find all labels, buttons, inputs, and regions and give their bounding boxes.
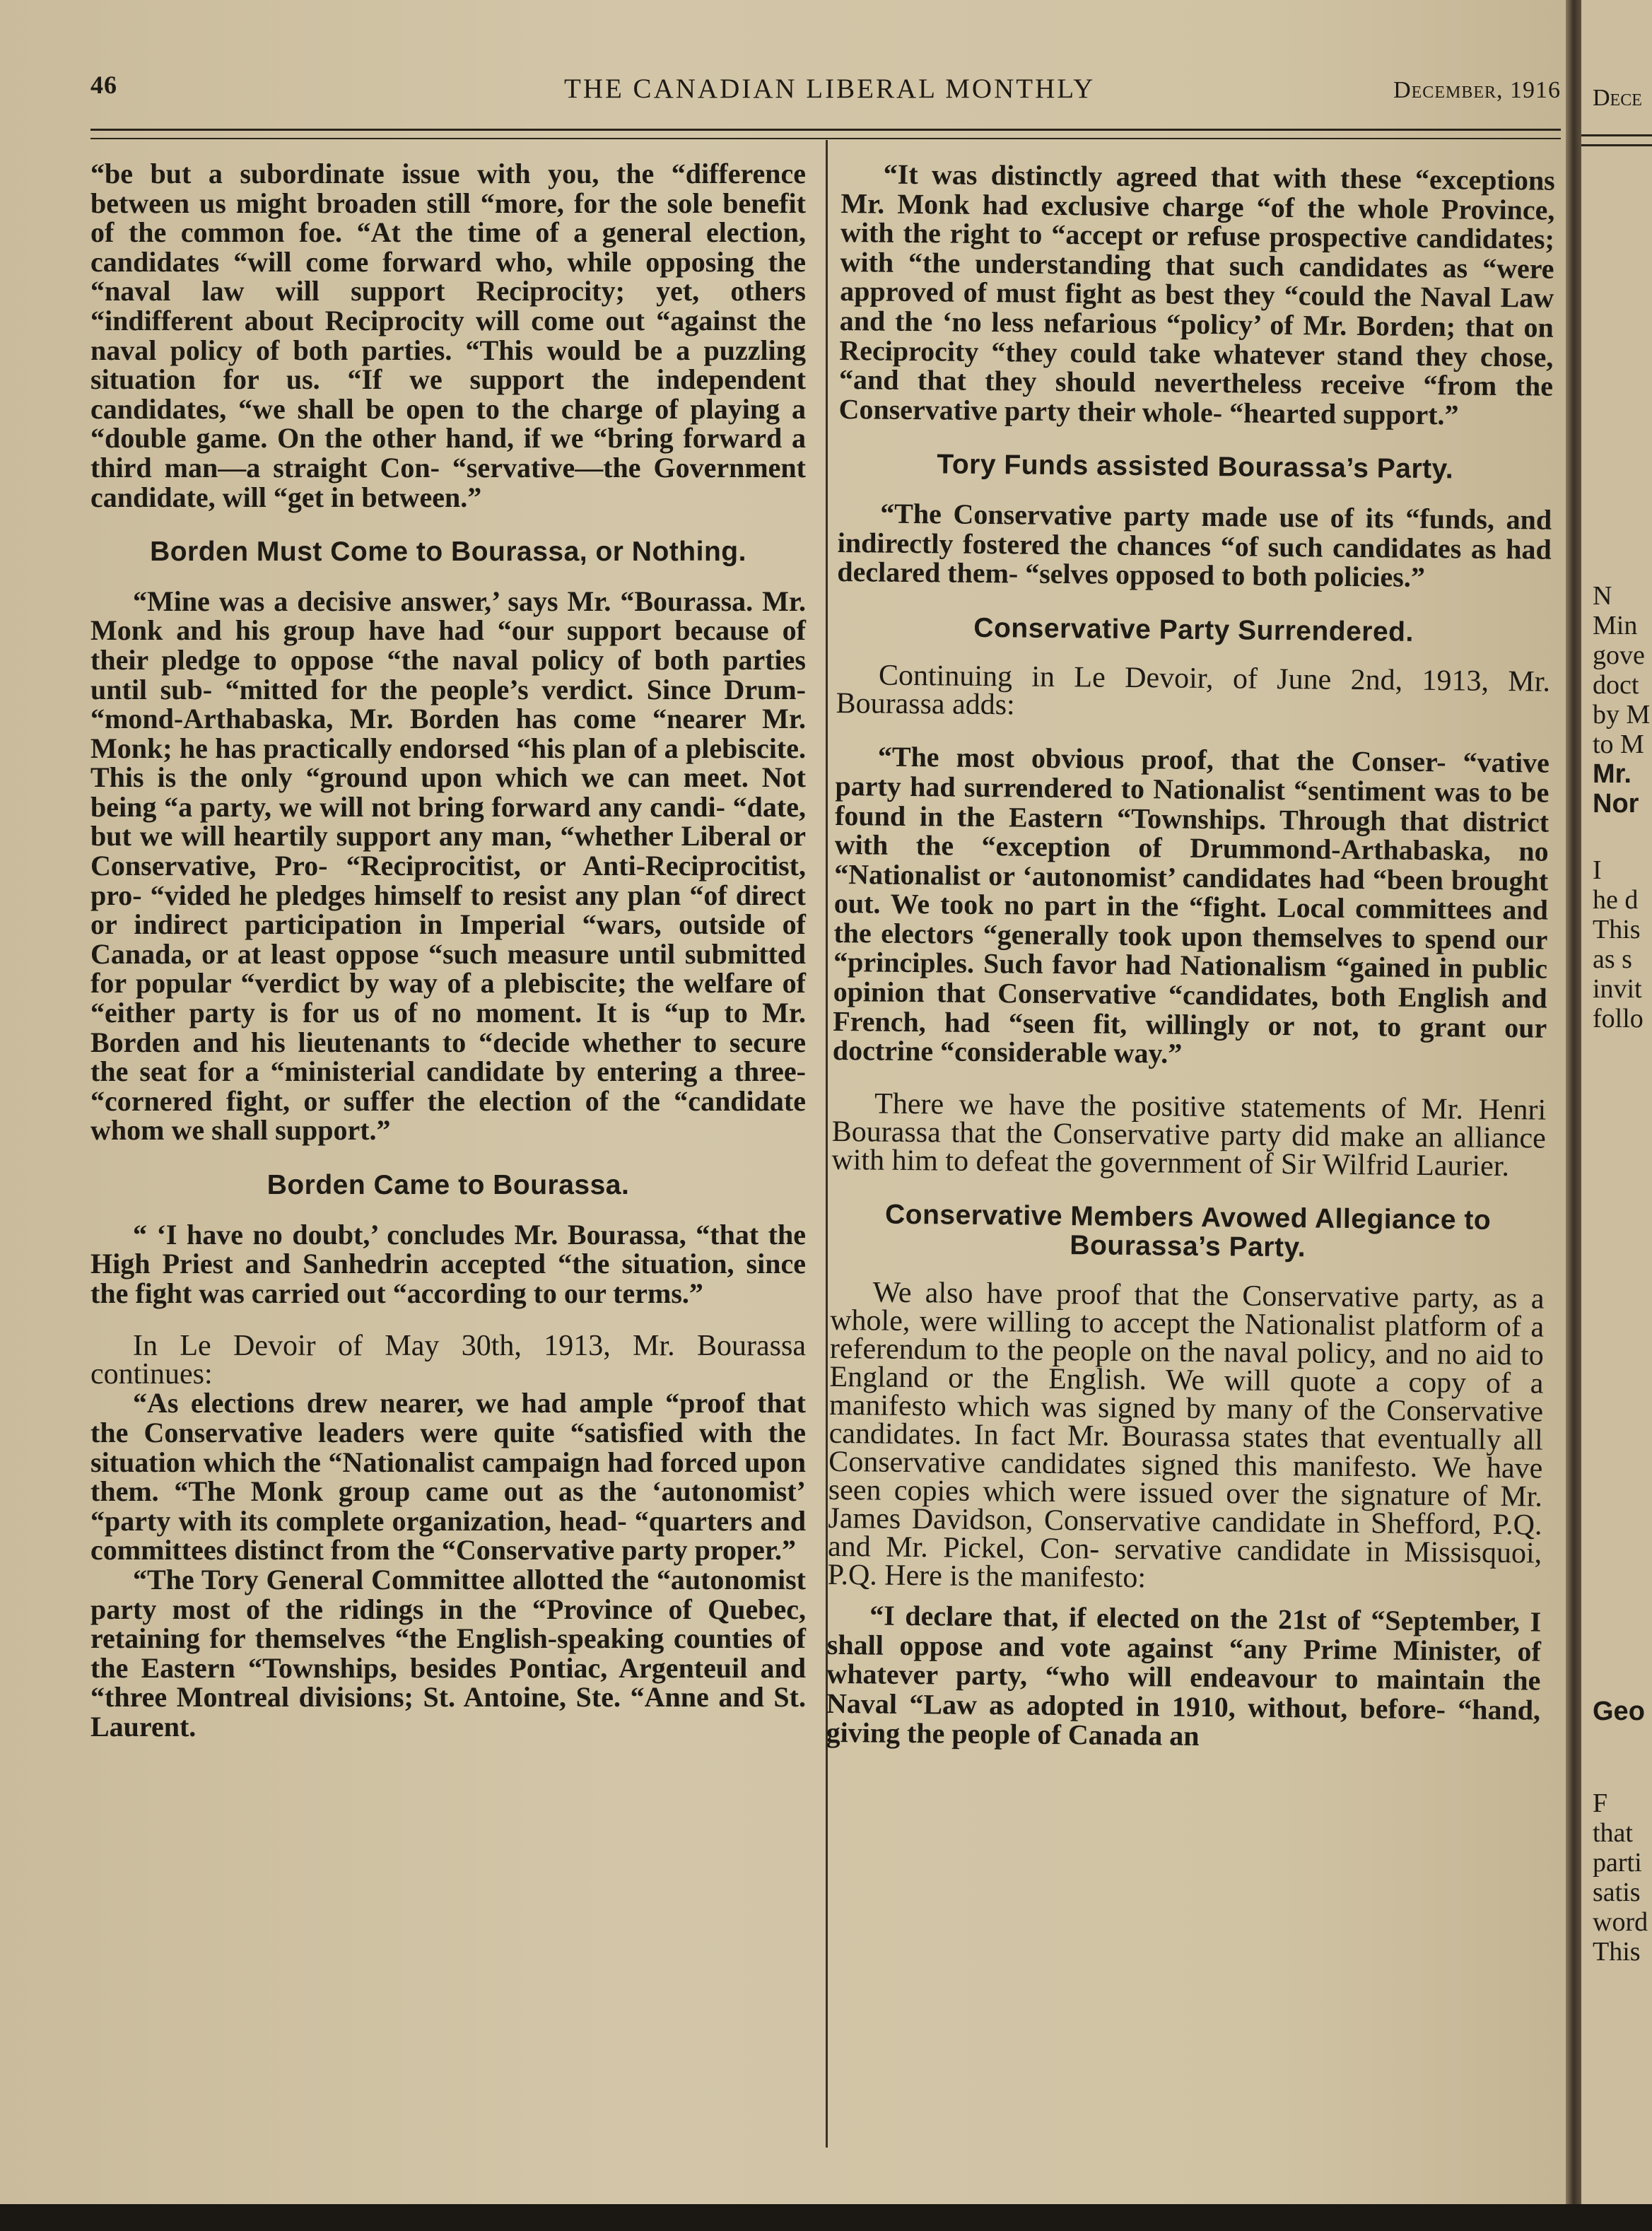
adjacent-line: This	[1593, 1937, 1641, 1967]
header-rule	[90, 129, 1561, 139]
paragraph: Continuing in Le Devoir, of June 2nd, 1913, Mr. Bourassa adds:	[836, 659, 1551, 722]
adjacent-line: Geo	[1593, 1697, 1645, 1726]
section-heading: Tory Funds assisted Bourassa’s Party.	[937, 449, 1454, 485]
section-heading: Borden Came to Bourassa.	[266, 1170, 630, 1200]
running-date: December, 1916	[1393, 77, 1561, 103]
adjacent-line: word	[1593, 1907, 1648, 1937]
paragraph: “I declare that, if elected on the 21st of “September, I shall oppose and vote against “any Prime Minister, of whatever party, “who will endeavour to maintain the Naval “Law as adopted in 1910, without, before- “hand, giving the people of Canada an	[826, 1599, 1542, 1752]
book-gutter	[1566, 0, 1581, 2231]
left-column	[90, 159, 806, 1742]
section-heading: Borden Must Come to Bourassa, or Nothing.	[150, 537, 746, 568]
paragraph: “ ‘I have no doubt,’ concludes Mr. Bourassa, “that the High Priest and Sanhedrin accepted “the situation, since the fight was carried out “according to our terms.”	[90, 1218, 806, 1309]
adjacent-line: that	[1593, 1818, 1633, 1848]
adjacent-line: he d	[1593, 885, 1639, 915]
adjacent-line: to M	[1593, 730, 1644, 759]
section-heading: Conservative Party Surrendered.	[973, 612, 1414, 648]
adjacent-line: Min	[1593, 611, 1638, 640]
adjacent-line: F	[1593, 1788, 1608, 1818]
adjacent-line: invit	[1593, 974, 1642, 1004]
adjacent-line: gove	[1593, 640, 1645, 670]
adjacent-line: satis	[1593, 1878, 1641, 1907]
adjacent-line: I	[1593, 855, 1602, 885]
adjacent-line: N	[1593, 581, 1612, 611]
paragraph: “The most obvious proof, that the Conser- “vative party had surrendered to Nationalist “sentiment was to be found in the Eastern “Townships. Through that district with the “exception of Drummond-Arthabaska, no “Nationalist or ‘autonomist’ candidates had “been brought out. We took no part in the “fight. Local committees and the electors “generally took upon themselves to spend our “principles. Such favor had Nationalism “gained in public opinion that Conservative “candidates, both English and French, had “seen fit, willingly or not, to grant our doctrine “considerable way.”	[832, 740, 1550, 1070]
adjacent-page-fragment	[1581, 0, 1652, 2231]
adjacent-header: Dece	[1593, 85, 1642, 111]
paragraph: “As elections drew nearer, we had ample “proof that the Conservative leaders were quite “satisfied with the situation which the “Nationalist campaign had forced upon them. “The Monk group came out as the ‘autonomist’ “party with its complete organization, head- “quarters and committees distinct from the “Conservative party proper.”	[90, 1387, 806, 1567]
paragraph: “The Tory General Committee allotted the “autonomist party most of the ridings in the “Province of Quebec, retaining for themselves “the English-speaking counties of the Eastern “Townships, besides Pontiac, Argenteuil and “three Montreal divisions; St. Antoine, Ste. “Anne and St. Laurent.	[90, 1563, 806, 1743]
page-header	[90, 67, 1561, 110]
running-title: THE CANADIAN LIBERAL MONTHLY	[564, 74, 1096, 104]
adjacent-line: Nor	[1593, 789, 1639, 819]
adjacent-rule	[1581, 144, 1652, 146]
paragraph: In Le Devoir of May 30th, 1913, Mr. Bourassa continues:	[90, 1330, 806, 1391]
adjacent-line: follo	[1593, 1004, 1644, 1033]
scan-bottom-edge	[0, 2204, 1652, 2231]
adjacent-line: This	[1593, 915, 1641, 944]
adjacent-rule	[1581, 134, 1652, 136]
adjacent-line: as s	[1593, 944, 1632, 974]
column-divider	[826, 140, 828, 2148]
paragraph: “be but a subordinate issue with you, the “difference between us might broaden still “more, for the sole benefit of the common foe. “At the time of a general election, candidates “will come forward who, while opposing the “naval law will support Reciprocity; yet, others “indifferent about Reciprocity will come out “against the naval policy of both parties. “This would be a puzzling situation for us. “If we support the independent candidates, “we shall be open to the charge of playing a “double game. On the other hand, if we “bring forward a third man—a straight Con- “servative—the Government candidate, will “get in between.”	[90, 158, 806, 513]
paragraph: “The Conservative party made use of its “funds, and indirectly fostered the chances “of such candidates as had declared them- “selves opposed to both policies.”	[837, 497, 1552, 594]
right-column	[826, 159, 1555, 1755]
paragraph: We also have proof that the Conservative party, as a whole, were willing to accept the Nationalist platform of a referendum to the people on the naval policy, and no aid to England or the English. We will quote a copy of a manifesto which was signed by many of the Conservative candidates. In fact Mr. Bourassa states that eventually all Conservative candidates signed this manifesto. We have seen copies which were issued over the signature of Mr. James Davidson, Conservative candidate in Shefford, P.Q. and Mr. Pickel, Con- servative candidate in Missisquoi, P.Q. Here is the manifesto:	[827, 1276, 1545, 1595]
adjacent-line: Mr.	[1593, 759, 1632, 789]
section-heading: Conservative Members Avowed Allegiance to Bourassa’s Party.	[884, 1199, 1492, 1263]
paragraph: “Mine was a decisive answer,’ says Mr. “Bourassa. Mr. Monk and his group have had “our support because of their pledge to oppose “the naval policy of both parties until sub- “mitted for the people’s verdict. Since Drum- “mond-Arthabaska, Mr. Borden has come “nearer Mr. Monk; he has practically endorsed “his plan of a plebiscite. This is the only “ground upon which we can meet. Not being “a party, we will not bring forward any candi- “date, but we will heartily support any man, “whether Liberal or Conservative, Pro- “Reciprocitist, or Anti-Reciprocitist, pro- “vided he pledges himself to resist any plan “of direct or indirect participation in Imperial “wars, outside of Canada, or at least oppose “such measure until submitted for popular “verdict by way of a plebiscite; the welfare of “either party is for us of no moment. It is “up to Mr. Borden and his lieutenants to “decide whether to secure the seat for a “ministerial candidate by entering a three- “cornered fight, or suffer the election of the “candidate whom we shall support.”	[90, 585, 806, 1147]
adjacent-line: doct	[1593, 670, 1639, 700]
adjacent-line: parti	[1593, 1848, 1642, 1878]
paragraph: “It was distinctly agreed that with these “exceptions Mr. Monk had exclusive charge “of the whole Province, with the right to “accept or refuse prospective candidates; with “the understanding that such candidates as “were approved of must fight as best they “could the Naval Law and the ‘no less nefarious “policy’ of Mr. Borden; that on Reciprocity “they could take whatever stand they chose, “and that they should nevertheless receive “from the Conservative party their whole- “hearted support.”	[838, 158, 1555, 431]
adjacent-line: by M	[1593, 700, 1651, 730]
page-number: 46	[90, 71, 117, 99]
paragraph: There we have the positive statements of Mr. Henri Bourassa that the Conservative party did make an alliance with him to defeat the government of Sir Wilfrid Laurier.	[831, 1087, 1547, 1183]
